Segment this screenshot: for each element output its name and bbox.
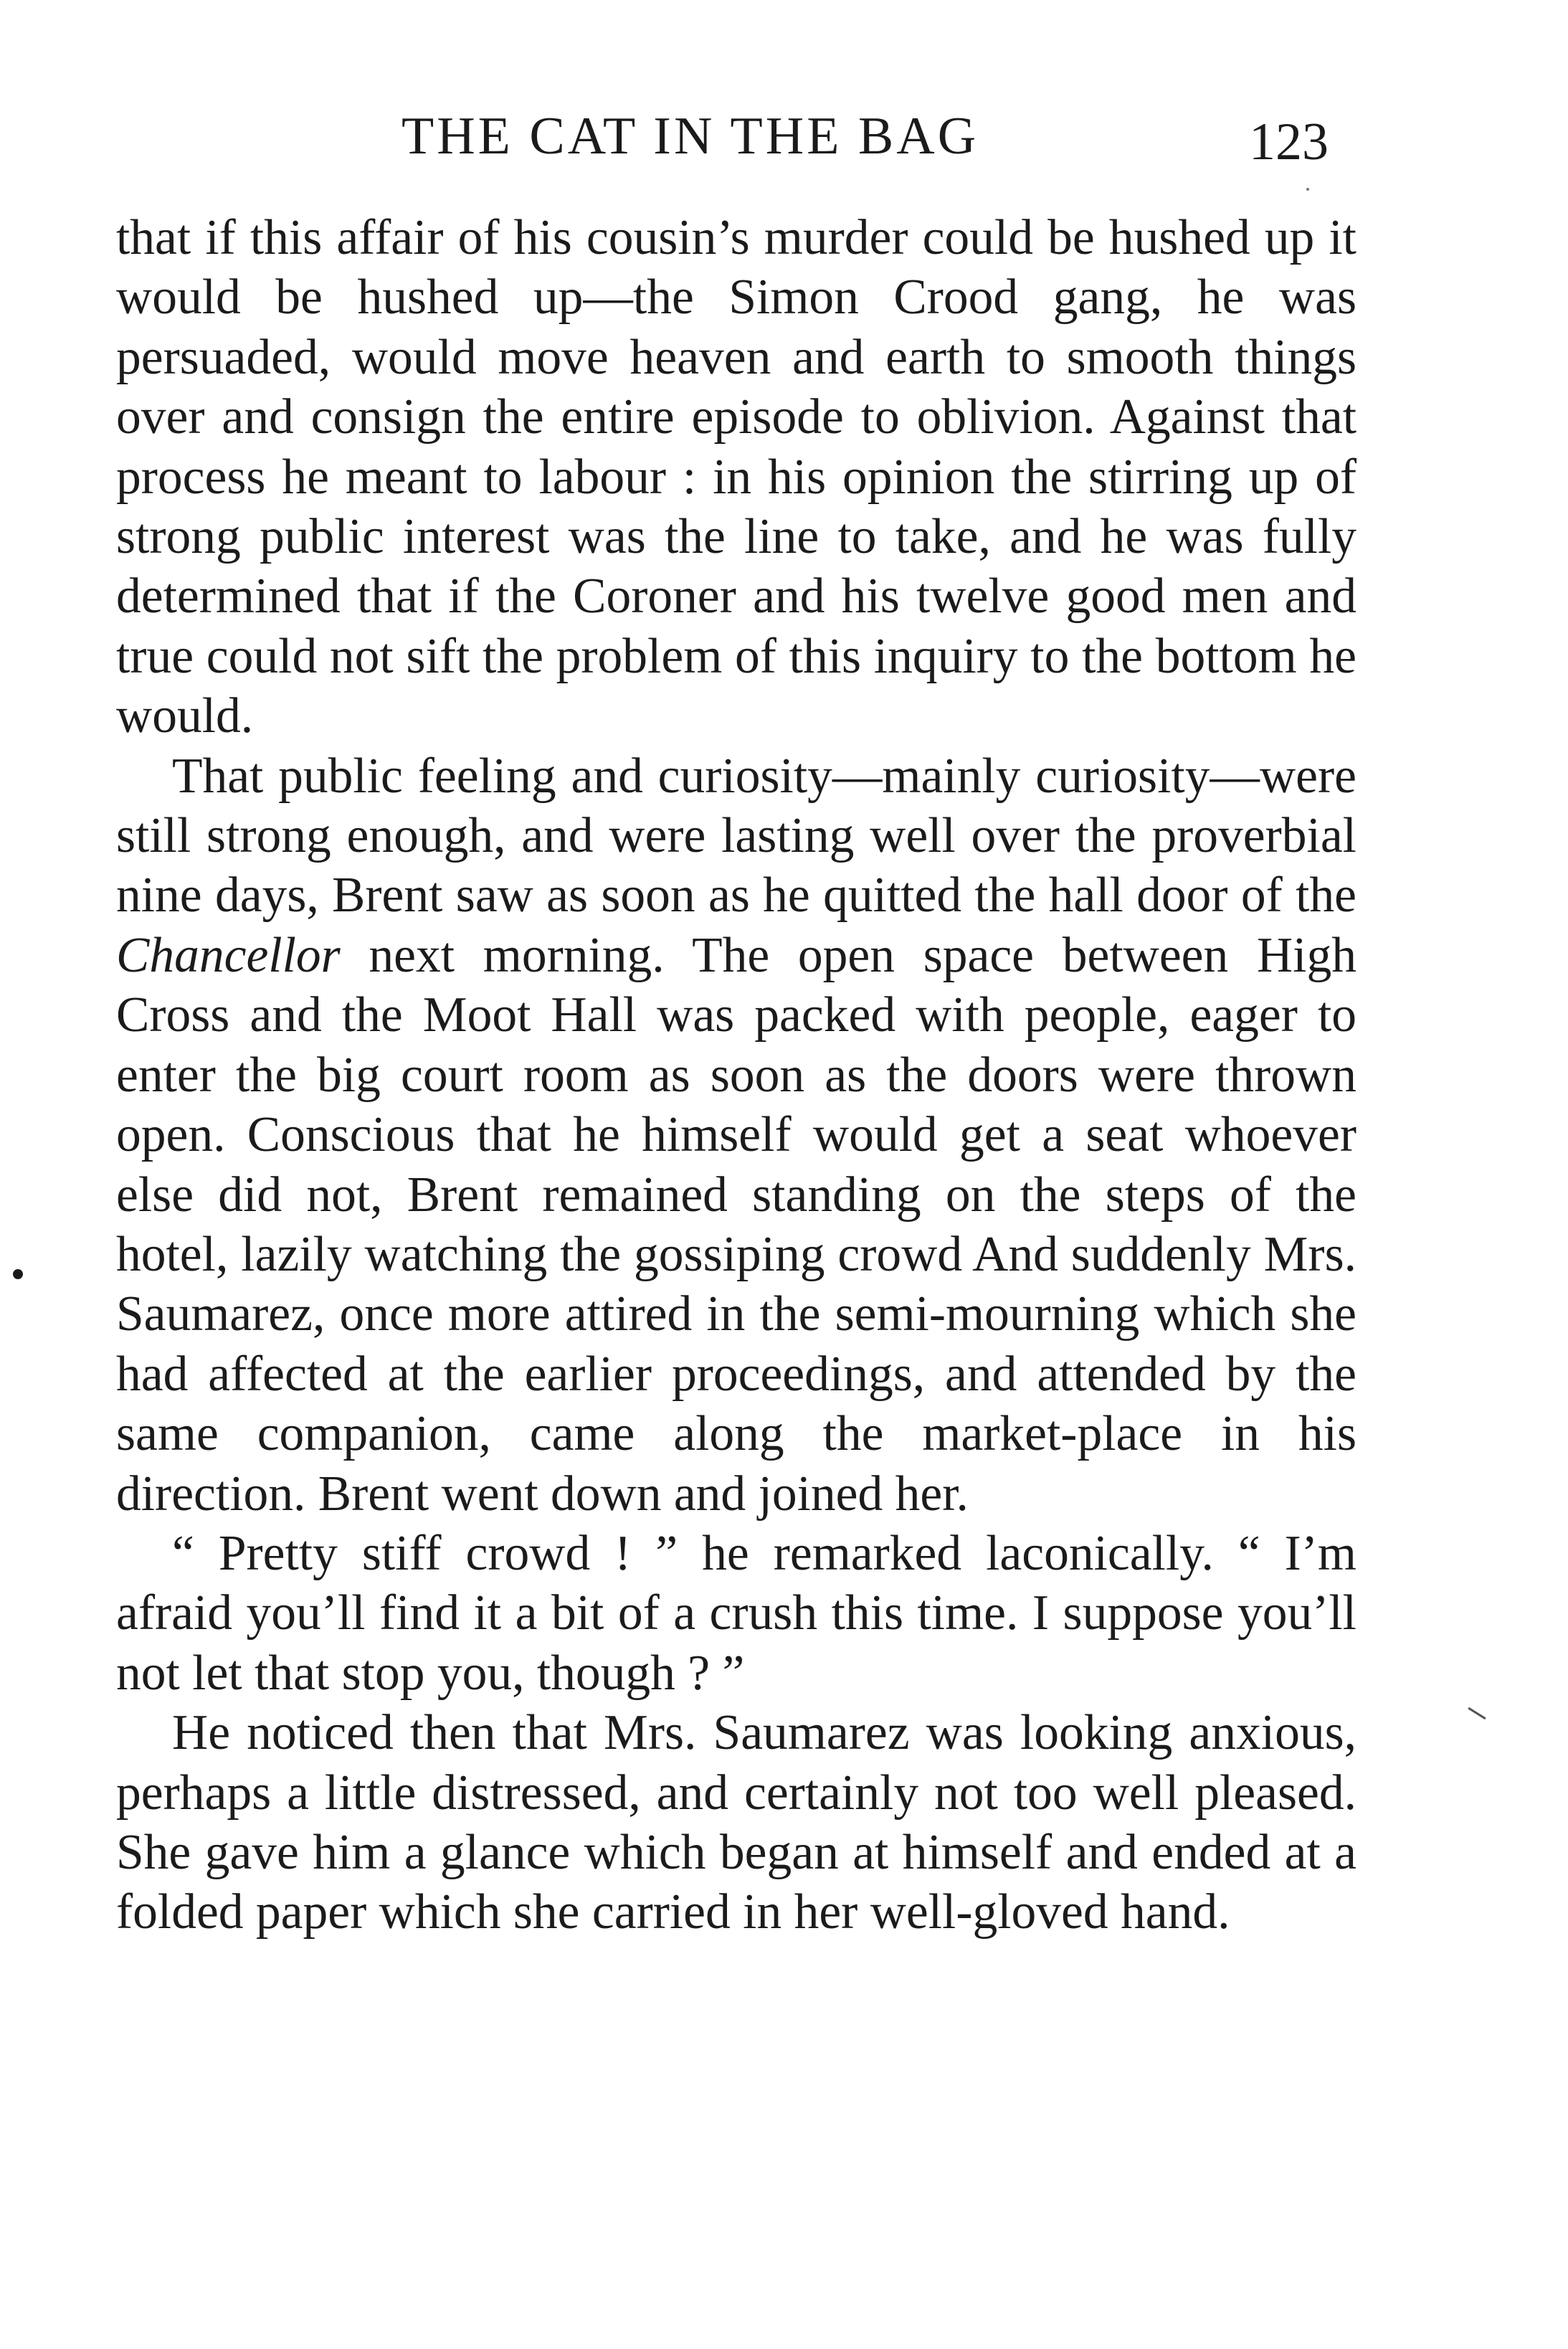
paragraph-2: [116, 746, 1356, 1524]
running-head: [0, 100, 1568, 172]
paragraph-3: [116, 1524, 1356, 1703]
paragraph-4-text: He noticed then that Mrs. Saumarez was looking anxious, perhaps a little distressed, and certainly not too well pleased. She gave him a glance which began at himself and ended at a folded paper which she carried in her well-gloved hand.: [116, 1705, 1356, 1940]
paragraph-3-text: “ Pretty stiff crowd ! ” he remarked laconically. “ I’m afraid you’ll find it a bit of a crush this time. I suppose you’ll not let that stop you, though ? ”: [116, 1525, 1356, 1701]
paragraph-2-text-start: That public feeling and curiosity—mainly curiosity—were still strong enough, and were lasting well over the proverbial nine days, Brent saw as soon as he quitted the hall door of the: [116, 748, 1356, 924]
body-text: [116, 208, 1356, 1942]
margin-tick: [1468, 1707, 1486, 1719]
paragraph-2-text-end: next morning. The open space between High Cross and the Moot Hall was packed with people, eager to enter the big court room as soon as the doors were thrown open. Conscious that he himself would get a seat whoever else did not, Brent remained standing on the steps of the hotel, lazily watching the gossiping crowd And suddenly Mrs. Saumarez, once more attired in the semi-mourning which she had affected at the earlier proceedings, and attended by the same companion, came along the market-place in his direction. Brent went down and joined her.: [116, 927, 1356, 1522]
running-title: THE CAT IN THE BAG: [401, 107, 979, 166]
margin-dot: [13, 1269, 23, 1279]
page-number: 123: [1249, 113, 1329, 171]
paragraph-1: [116, 208, 1356, 746]
paragraph-4: [116, 1703, 1356, 1942]
paper-speck: [1306, 188, 1309, 191]
paragraph-1-text: that if this affair of his cousin’s murder could be hushed up it would be hushed up—the Simon Crood gang, he was persuaded, would move heaven and earth to smooth things over and consign the entire episode to oblivion. Against that process he meant to labour : in his opinion the stirring up of strong public interest was the line to take, and he was fully determined that if the Coroner and his twelve good men and true could not sift the problem of this inquiry to the bottom he would.: [116, 210, 1356, 744]
hotel-name-italic: Chancellor: [116, 927, 341, 983]
